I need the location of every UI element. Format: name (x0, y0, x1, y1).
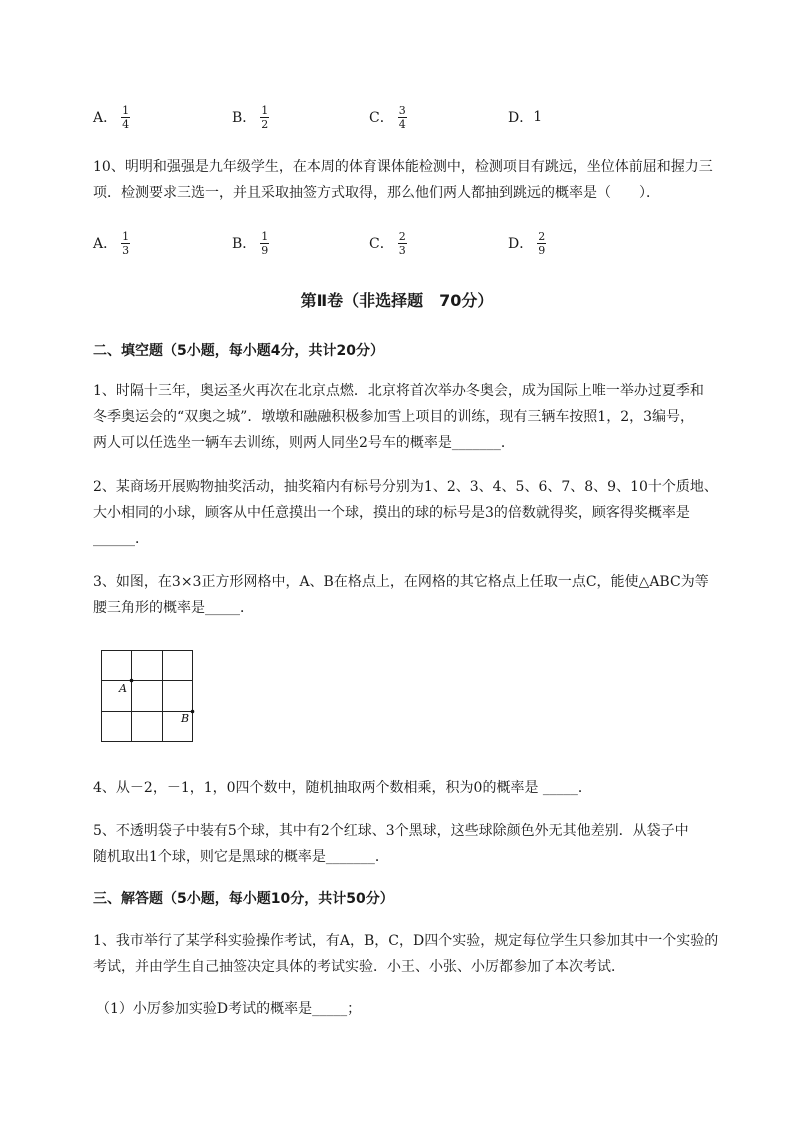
q10-option-d[interactable]: D． $\frac{2}{9}$ (508, 229, 546, 257)
fraction: $\frac{1}{9}$ (261, 229, 269, 257)
fill-q1: 1、时隔十三年，奥运圣火再次在北京点燃．北京将首次举办冬奥会，成为国际上唯一举办过夏季和 冬季奥运会的“双奥之城”．墩墩和融融积极参加雪上项目的训练，现有三辆车按照1，2，3编号， 两人可以任选坐一辆车去训练，则两人同坐2号车的概率是_______． (93, 383, 704, 451)
answer-q1: 1、我市举行了某学科实验操作考试，有A，B，C，D四个实验，规定每位学生只参加其中一个实验的 考试，并由学生自己抽签决定具体的考试实验．小王、小张、小厉都参加了本次考试． (93, 933, 719, 975)
answer-q1-part1: （1）小厉参加实验D考试的概率是_____； (96, 1001, 362, 1017)
fraction: $\frac{1}{2}$ (261, 103, 269, 131)
fraction: $\frac{3}{4}$ (398, 103, 406, 131)
fraction: $\frac{1}{3}$ (122, 229, 130, 257)
grid-lines (102, 651, 193, 742)
q9-option-b[interactable]: B． $\frac{1}{2}$ (232, 103, 269, 131)
part2-title: 第Ⅱ卷（非选择题 70分） (300, 291, 494, 310)
fill-q2: 2、某商场开展购物抽奖活动，抽奖箱内有标号分别为1、2、3、4、5、6、7、8、9、10十个质地、 大小相同的小球，顾客从中任意摸出一个球，摸出的球的标号是3的倍数就得奖，顾客得奖概率是 ______． (93, 479, 718, 547)
q9-option-c[interactable]: C． $\frac{3}{4}$ (369, 103, 406, 131)
fill-q4: 4、从－2，－1，1，0四个数中，随机抽取两个数相乘，积为0的概率是 _____． (93, 780, 592, 796)
q10-options (93, 223, 733, 263)
grid-border (102, 651, 193, 742)
point-a (130, 679, 134, 683)
label-b: B (181, 712, 190, 725)
fill-q3: 3、如图，在3×3正方形网格中，A、B在格点上，在网格的其它格点上任取一点C，能使△ABC为等 腰三角形的概率是_____． (93, 574, 709, 616)
fraction: $\frac{1}{4}$ (122, 103, 130, 131)
label-a: A (119, 682, 127, 695)
q10-option-b[interactable]: B． $\frac{1}{9}$ (232, 229, 269, 257)
q9-option-d[interactable]: D． 1 (508, 109, 543, 126)
fill-q5: 5、不透明袋子中装有5个球，其中有2个红球、3个黑球，这些球除颜色外无其他差别．从袋子中 随机取出1个球，则它是黑球的概率是_______． (93, 823, 689, 865)
point-b (191, 710, 195, 714)
q10-stem: 10、明明和强强是九年级学生，在本周的体育课体能检测中，检测项目有跳远，坐位体前屈和握力三 项．检测要求三选一，并且采取抽签方式取得，那么他们两人都抽到跳远的概率是（ ）． (93, 159, 713, 201)
grid-figure (96, 645, 202, 749)
q9-options (93, 97, 733, 137)
q9-option-a[interactable]: A． $\frac{1}{4}$ (93, 103, 130, 131)
fraction: $\frac{2}{3}$ (398, 229, 406, 257)
q10-option-c[interactable]: C． $\frac{2}{3}$ (369, 229, 406, 257)
section2-heading: 二、填空题（5小题，每小题4分，共计20分） (93, 343, 384, 359)
q10-option-a[interactable]: A． $\frac{1}{3}$ (93, 229, 130, 257)
section3-heading: 三、解答题（5小题，每小题10分，共计50分） (93, 891, 394, 907)
fraction: $\frac{2}{9}$ (538, 229, 546, 257)
